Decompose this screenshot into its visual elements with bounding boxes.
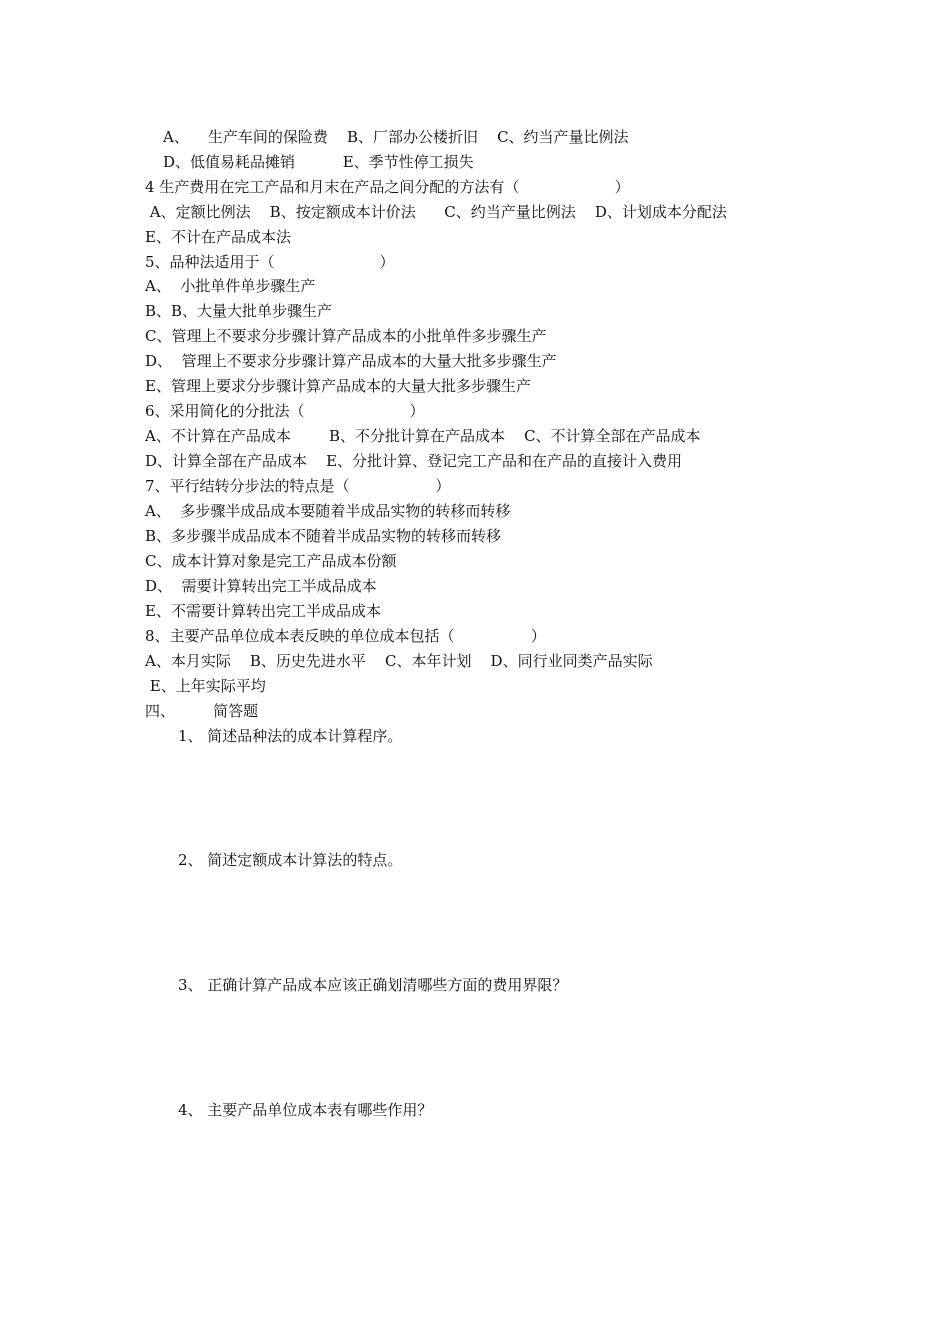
question-5: 5、品种法适用于（ ） [145,253,395,271]
option-line-q4-a-d: A、定额比例法 B、按定额成本计价法 C、约当产量比例法 D、计划成本分配法 [145,203,727,221]
question-4: 4 生产费用在完工产品和月末在产品之间分配的方法有（ ） [145,178,630,196]
option-line-q8-a-d: A、本月实际 B、历史先进水平 C、本年计划 D、同行业同类产品实际 [145,652,653,670]
option-line-q8-e: E、上年实际平均 [145,677,266,695]
option-q5-a: A、 小批单件单步骤生产 [145,277,316,295]
option-q7-a: A、 多步骤半成品成本要随着半成品实物的转移而转移 [145,502,511,520]
question-6: 6、采用简化的分批法（ ） [145,402,425,420]
option-q7-c: C、成本计算对象是完工产品成本份额 [145,552,397,570]
option-line-q3-d-e: D、低值易耗品摊销 E、季节性停工损失 [163,153,474,171]
question-7: 7、平行结转分步法的特点是（ ） [145,477,451,495]
option-line-q6-d-e: D、计算全部在产品成本 E、分批计算、登记完工产品和在产品的直接计入费用 [145,452,683,470]
short-answer-question-1: 1、 简述品种法的成本计算程序。 [178,727,403,745]
option-line-q4-e: E、不计在产品成本法 [145,228,291,246]
option-q7-d: D、 需要计算转出完工半成品成本 [145,577,377,595]
section-heading-short-answer: 四、 简答题 [145,702,259,720]
option-line-q6-a-c: A、不计算在产品成本 B、不分批计算在产品成本 C、不计算全部在产品成本 [145,427,701,445]
short-answer-question-2: 2、 简述定额成本计算法的特点。 [178,851,403,869]
option-q7-b: B、多步骤半成品成本不随着半成品实物的转移而转移 [145,527,502,545]
option-q5-c: C、管理上不要求分步骤计算产品成本的小批单件多步骤生产 [145,327,547,345]
option-q7-e: E、不需要计算转出完工半成品成本 [145,602,381,620]
option-q5-e: E、管理上要求分步骤计算产品成本的大量大批多步骤生产 [145,377,531,395]
short-answer-question-4: 4、 主要产品单位成本表有哪些作用？ [178,1101,433,1119]
option-q5-d: D、 管理上不要求分步骤计算产品成本的大量大批多步骤生产 [145,352,557,370]
option-q5-b: B、B、大量大批单步骤生产 [145,302,333,320]
short-answer-question-3: 3、 正确计算产品成本应该正确划清哪些方面的费用界限？ [178,976,568,994]
option-line-q3-a-c: A、 生产车间的保险费 B、厂部办公楼折旧 C、约当产量比例法 [163,128,629,146]
question-8: 8、主要产品单位成本表反映的单位成本包括（ ） [145,627,546,645]
